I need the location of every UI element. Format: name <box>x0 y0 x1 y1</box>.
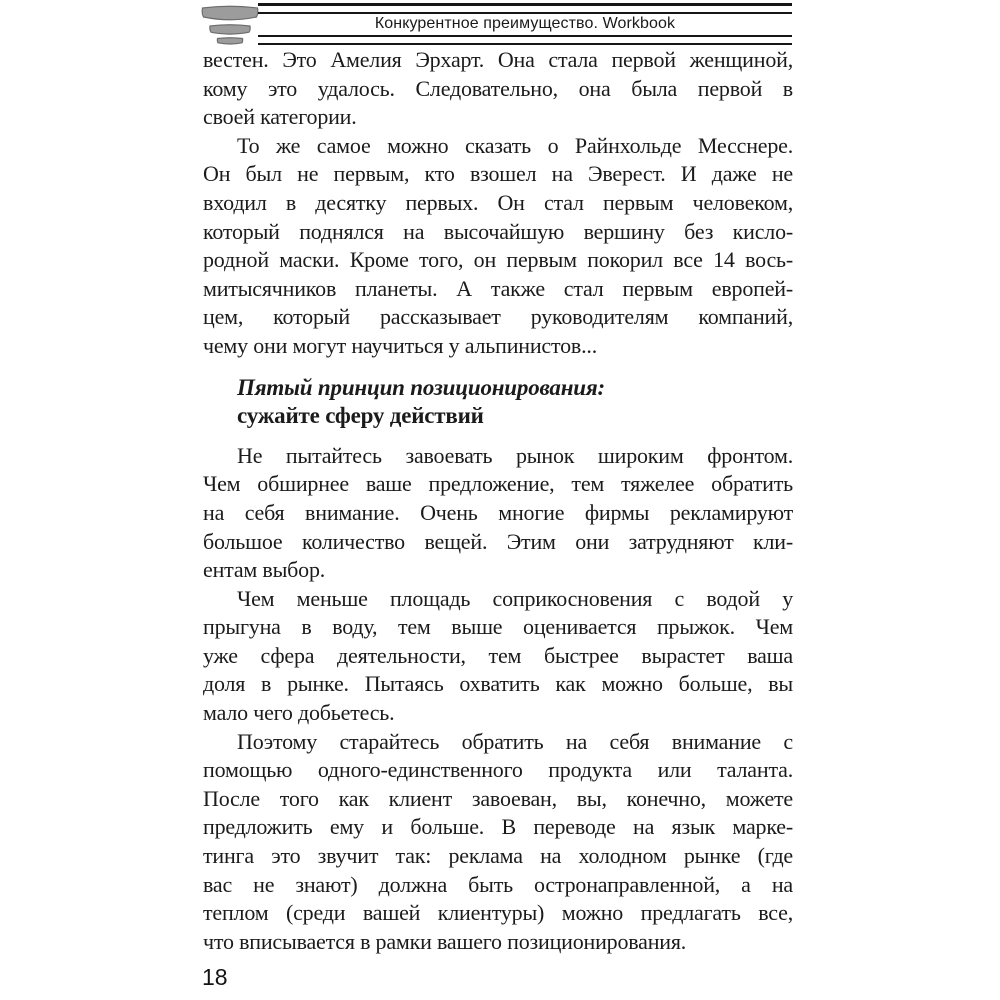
text-line: чему они могут научиться у альпинистов... <box>203 332 597 358</box>
text-line: вас не знают) должна быть остронаправленной, а на <box>203 871 793 897</box>
paragraph <box>203 442 793 585</box>
paragraph <box>203 728 793 957</box>
publisher-logo-icon <box>201 4 259 46</box>
text-line: цем, который рассказывает руководителям компаний, <box>203 304 793 330</box>
page-number: 18 <box>202 964 228 990</box>
text-line: прыгуна в воду, тем выше оценивается прыжок. Чем <box>203 614 793 640</box>
heading <box>203 374 793 431</box>
text-line: доля в рынке. Пытаясь охватить как можно больше, вы <box>203 671 793 697</box>
text-line: входил в десятку первых. Он стал первым человеком, <box>203 189 793 215</box>
text-line: Поэтому старайтесь обратить на себя внимание с <box>237 728 793 754</box>
header-rule-top-inner <box>258 12 792 14</box>
heading-line: сужайте сферу действий <box>237 403 484 429</box>
text-line: Он был не первым, кто взошел на Эверест. И даже не <box>203 161 793 187</box>
paragraph <box>203 132 793 361</box>
text-line: теплом (среди вашей клиентуры) можно предлагать все, <box>203 900 793 926</box>
text-line: митысячников планеты. А также стал первым европей- <box>203 275 793 301</box>
running-head <box>258 0 792 50</box>
running-head-title: Конкурентное преимущество. Workbook <box>374 14 676 32</box>
text-line: помощью одного-единственного продукта или таланта. <box>203 757 793 783</box>
text-line: Не пытайтесь завоевать рынок широким фронтом. <box>237 442 793 468</box>
header-rule-bottom-outer <box>258 43 792 45</box>
page-text <box>203 46 793 956</box>
text-line: своей категории. <box>203 104 357 130</box>
text-line: который поднялся на высочайшую вершину без кисло- <box>203 218 793 244</box>
text-line: большое количество вещей. Этим они затрудняют кли- <box>203 528 793 554</box>
text-line: тинга это звучит так: реклама на холодном рынке (где <box>203 843 793 869</box>
text-line: что вписывается в рамки вашего позиционирования. <box>203 928 687 954</box>
text-line: мало чего добьетесь. <box>203 700 395 726</box>
text-line: То же самое можно сказать о Райнхольде Месснере. <box>237 132 793 158</box>
text-line: ентам выбор. <box>203 557 326 583</box>
heading-line: Пятый принцип позиционирования: <box>237 374 605 400</box>
header-rule-bottom-inner <box>258 35 792 37</box>
text-line: родной маски. Кроме того, он первым покорил все 14 вось- <box>203 247 793 273</box>
text-line: После того как клиент завоеван, вы, конечно, можете <box>203 785 793 811</box>
text-line: предложить ему и больше. В переводе на язык марке- <box>203 814 793 840</box>
paragraph <box>203 585 793 728</box>
text-line: кому это удалось. Следовательно, она была первой в <box>203 75 793 101</box>
paragraph <box>203 46 793 132</box>
text-line: Чем обширнее ваше предложение, тем тяжелее обратить <box>203 471 793 497</box>
text-line: на себя внимание. Очень многие фирмы рекламируют <box>203 499 793 525</box>
text-line: уже сфера деятельности, тем быстрее вырастет ваша <box>203 642 793 668</box>
text-line: Чем меньше площадь соприкосновения с водой у <box>237 585 793 611</box>
text-line: вестен. Это Амелия Эрхарт. Она стала первой женщиной, <box>203 47 793 72</box>
header-rule-top-outer <box>258 3 792 6</box>
